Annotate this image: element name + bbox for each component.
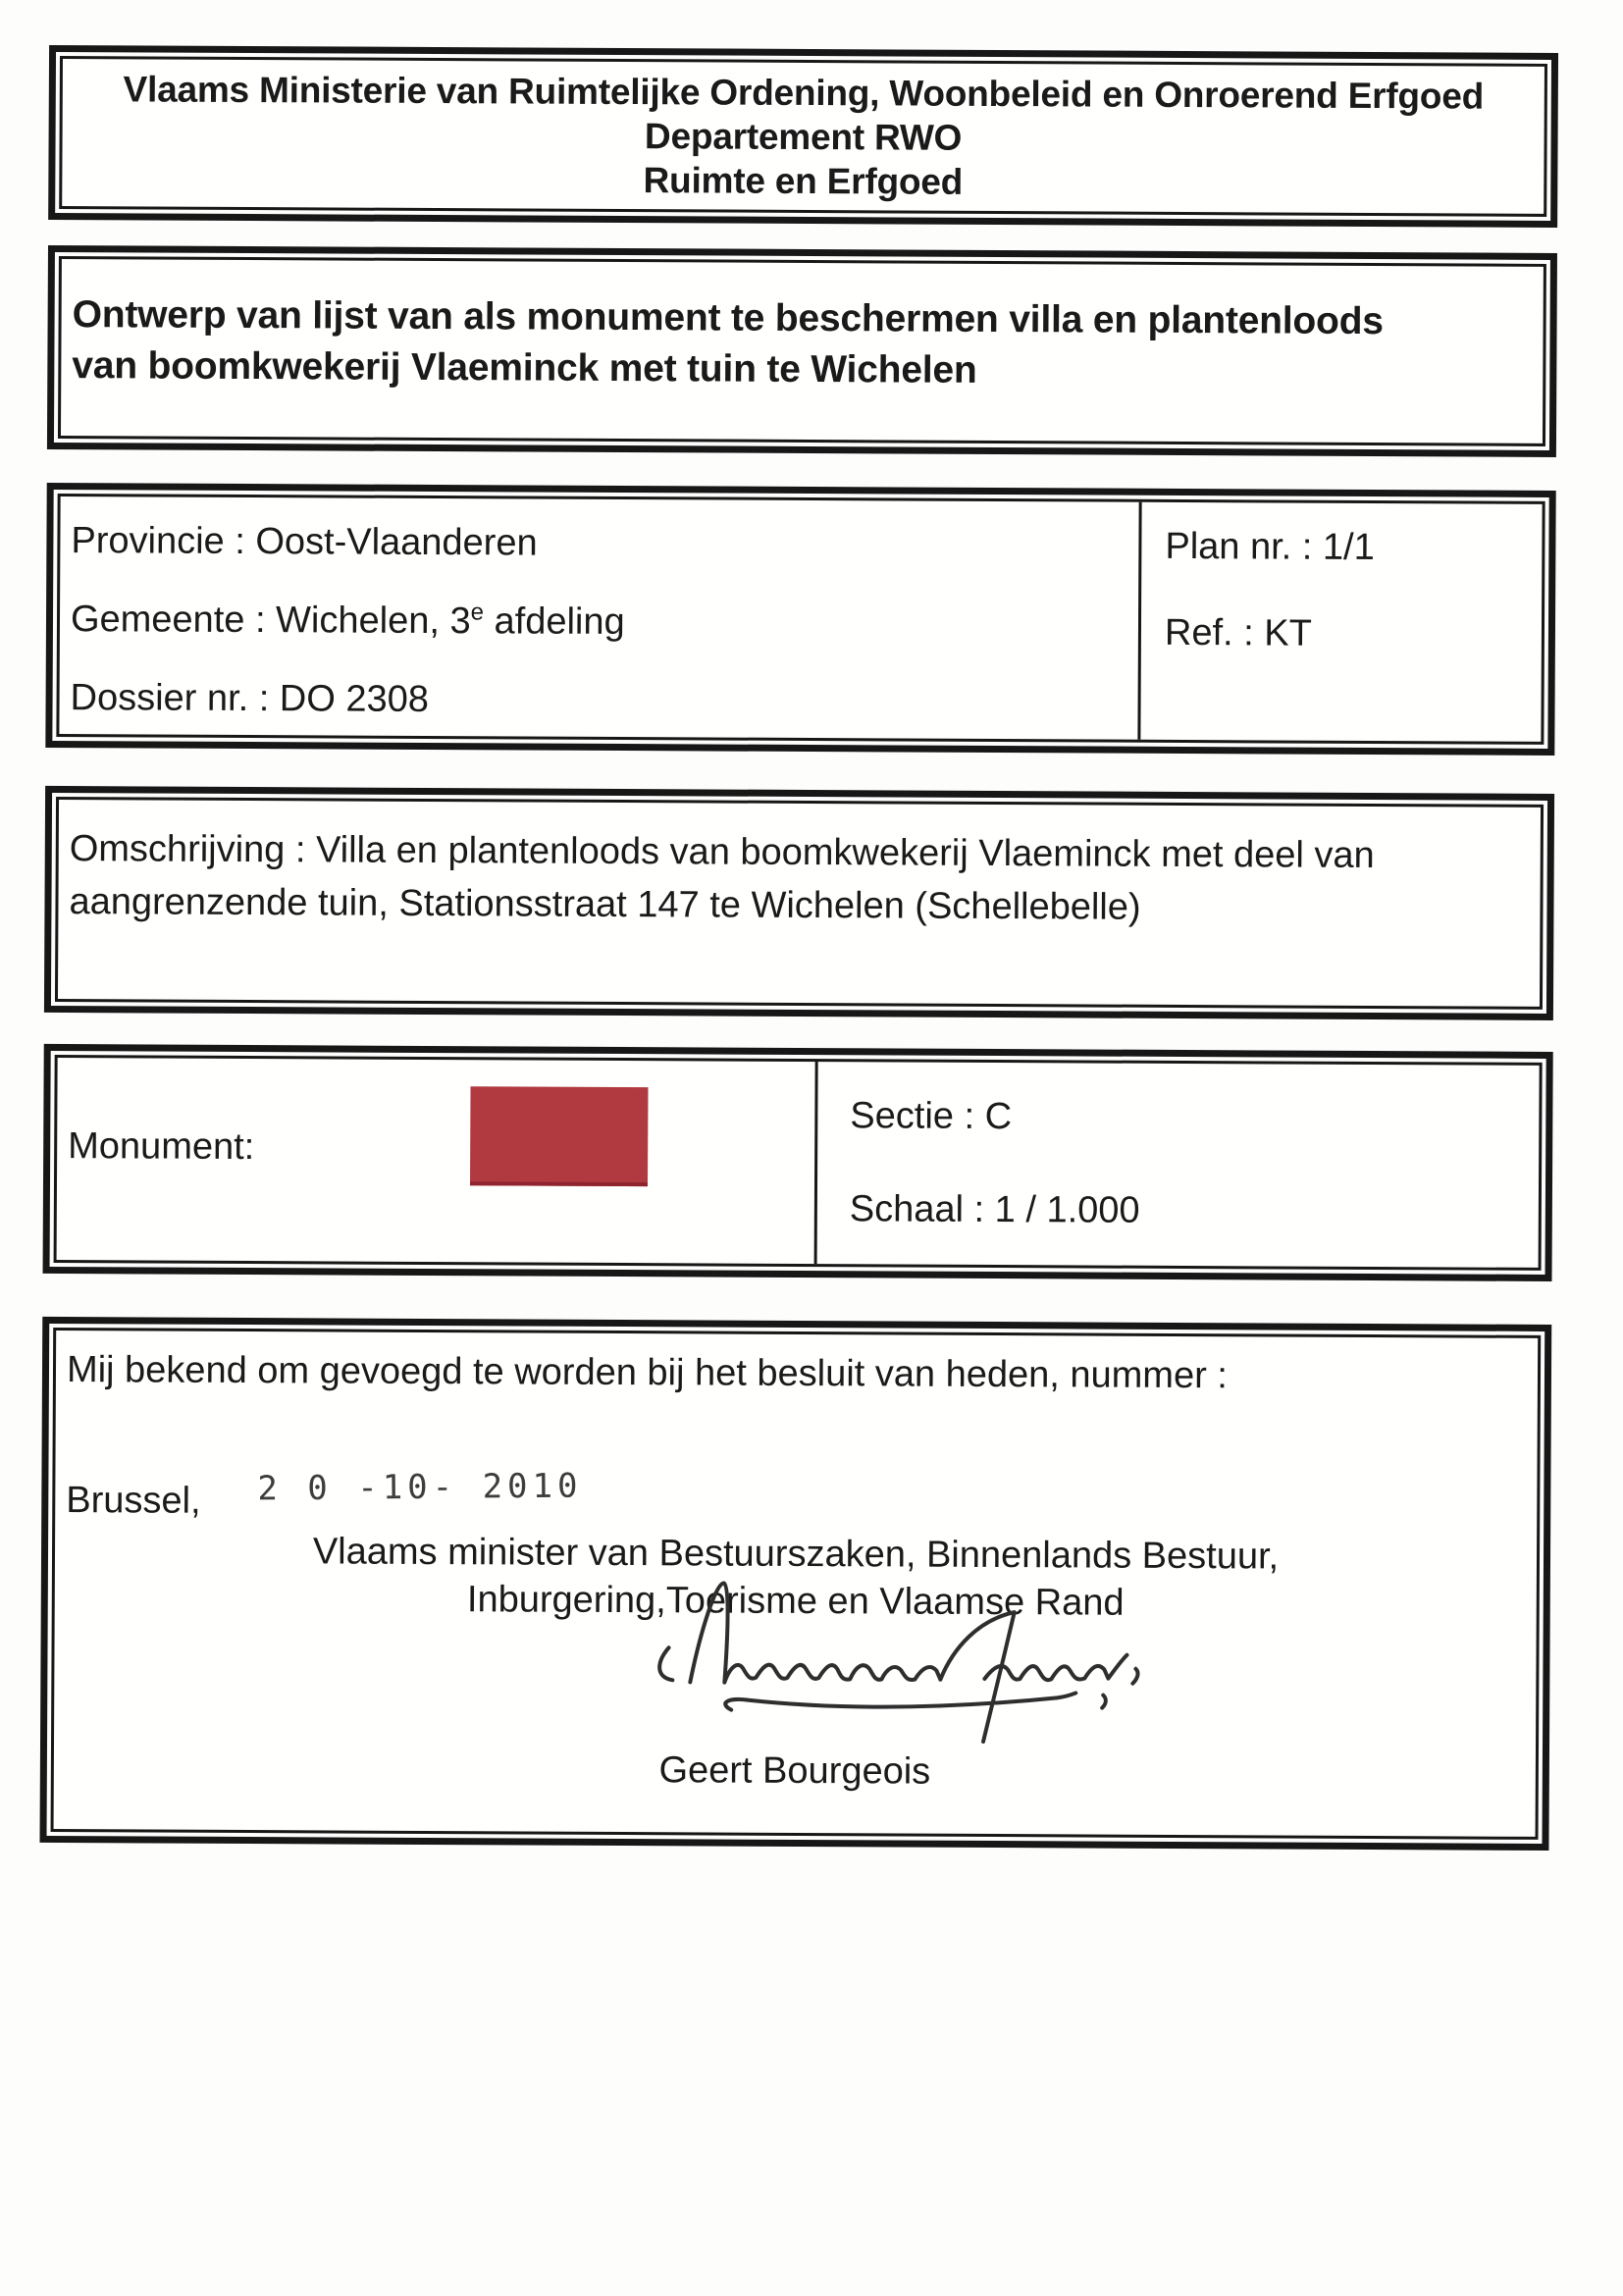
signoff-box [51, 1328, 1542, 1840]
place-label: Brussel, [66, 1480, 201, 1522]
ref-field: Ref. : KT [1164, 611, 1312, 654]
location-info-box [56, 494, 1544, 745]
dossier-field: Dossier nr. : DO 2308 [70, 677, 430, 720]
gemeente-suffix: afdeling [483, 600, 625, 644]
ministry-name: Vlaams Ministerie van Ruimtelijke Ordening, Woonbeleid en Onroerend Erfgoed [123, 69, 1485, 117]
legend-box [54, 1055, 1543, 1271]
monument-label: Monument: [68, 1125, 255, 1169]
monument-color-swatch [470, 1086, 649, 1186]
gemeente-text: Gemeente : Wichelen, 3 [70, 599, 471, 643]
agency-line: Ruimte en Erfgoed [643, 160, 964, 202]
sectie-field: Sectie : C [850, 1095, 1013, 1138]
signature [629, 1571, 1160, 1770]
document-title-line-1: Ontwerp van lijst van als monument te beschermen villa en plantenloods [72, 293, 1384, 343]
plan-nr-field: Plan nr. : 1/1 [1165, 525, 1375, 569]
date-stamp: 2 0 -10- 2010 [257, 1466, 583, 1509]
document-title-box [58, 256, 1546, 446]
provincie-field: Provincie : Oost-Vlaanderen [71, 520, 538, 564]
gemeente-field [71, 597, 625, 645]
signer-name: Geert Bourgeois [658, 1749, 931, 1793]
document-title-line-2: van boomkwekerij Vlaeminck met tuin te Wichelen [72, 344, 977, 391]
description-box [55, 797, 1544, 1010]
gemeente-superscript: e [470, 599, 485, 626]
info-column-divider [1137, 502, 1141, 740]
description-line-2: aangrenzende tuin, Stationsstraat 147 te Wichelen (Schellebelle) [69, 881, 1141, 928]
schaal-field: Schaal : 1 / 1.000 [849, 1188, 1140, 1231]
department-line: Departement RWO [644, 116, 963, 158]
ministry-header-box [59, 56, 1547, 217]
minister-title-line-2: Inburgering,Toerisme en Vlaamse Rand [466, 1579, 1125, 1624]
minister-title-line-1: Vlaams minister van Bestuurszaken, Binnenlands Bestuur, [312, 1531, 1280, 1578]
legend-column-divider [814, 1062, 818, 1264]
besluit-intro-line: Mij bekend om gevoegd te worden bij het besluit van heden, nummer : [66, 1349, 1229, 1397]
description-line-1: Omschrijving : Villa en plantenloods van boomkwekerij Vlaeminck met deel van [69, 828, 1375, 877]
